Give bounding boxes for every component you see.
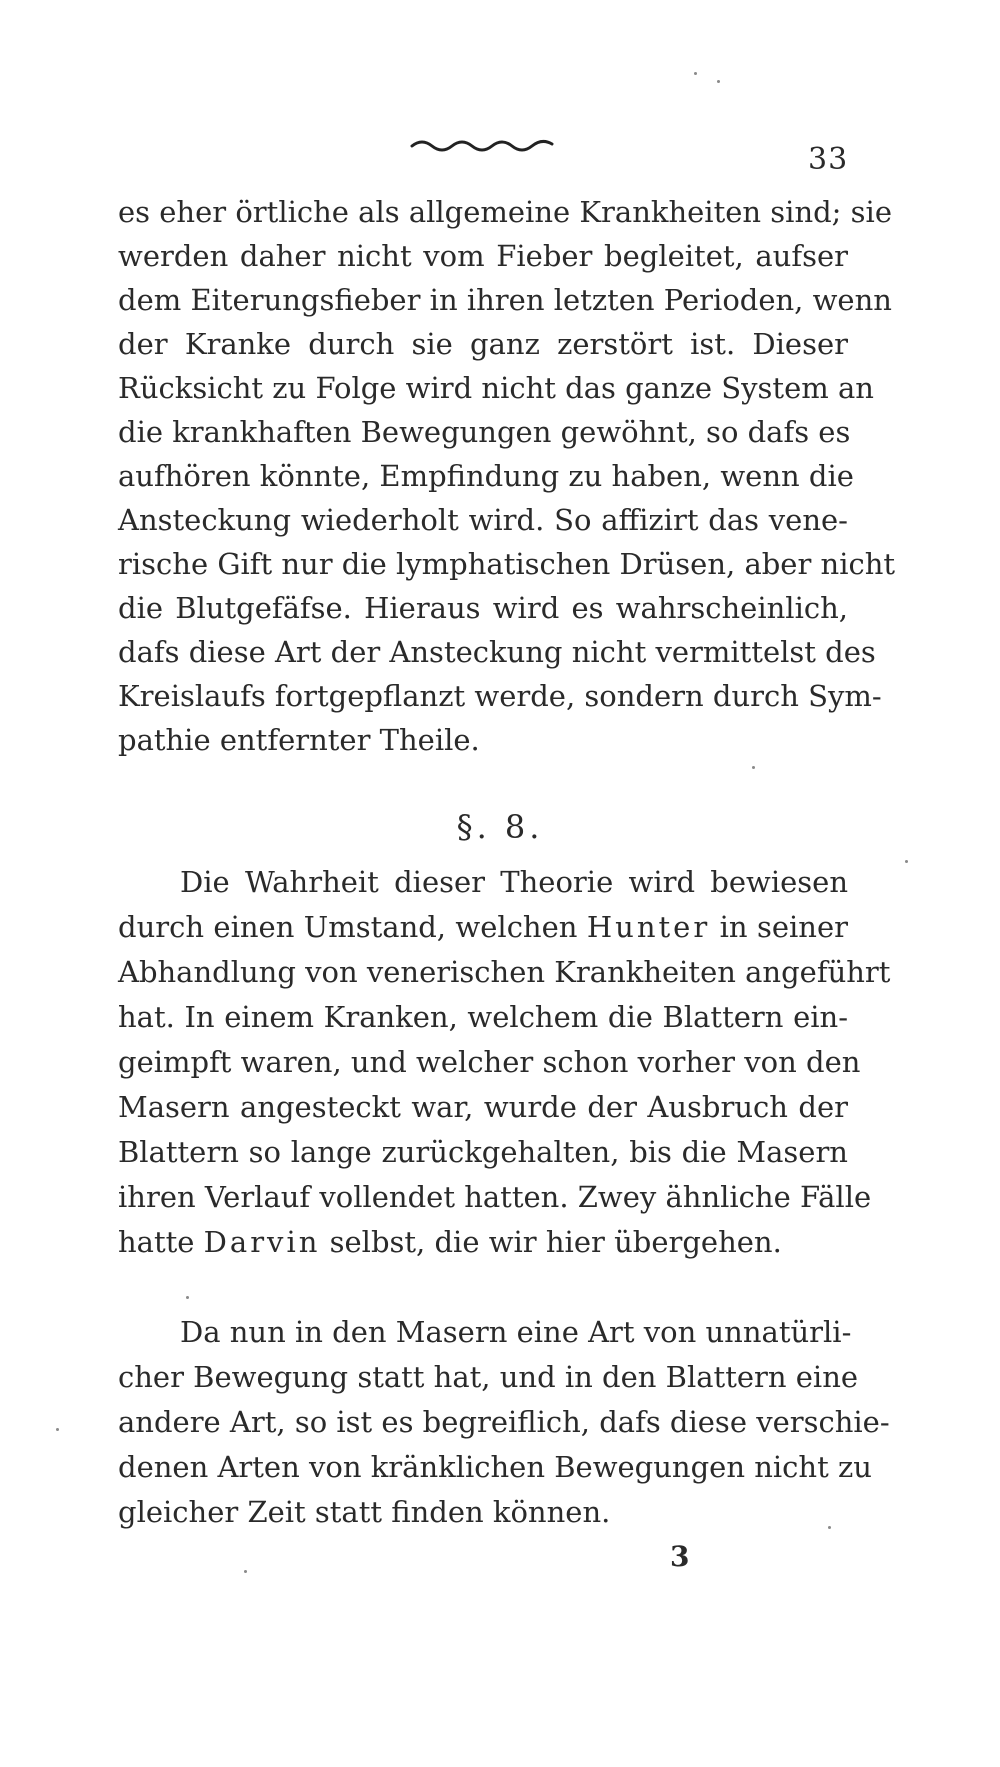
- section-heading: §. 8.: [456, 808, 544, 846]
- text-line: [118, 1085, 848, 1129]
- print-speck: [694, 72, 697, 75]
- text-line: [118, 995, 848, 1039]
- text-line: Ansteckung wiederholt wird. So affizirt das vene-: [118, 503, 848, 537]
- text-segment: selbst, die wir hier übergehen.: [320, 1225, 782, 1259]
- author-name-hunter: Hunter: [586, 910, 711, 944]
- print-speck: [244, 1570, 247, 1573]
- text-line: werden daher nicht vom Fieber begleitet, aufser: [118, 239, 848, 273]
- page-number: 33: [808, 142, 849, 177]
- text-line: Rücksicht zu Folge wird nicht das ganze System an: [118, 371, 874, 405]
- text-line: [118, 1130, 848, 1174]
- signature-mark: 3: [670, 1540, 690, 1573]
- page-header: [0, 120, 1000, 180]
- text-line: [180, 860, 848, 904]
- text-line: denen Arten von kränklichen Bewegungen nicht zu: [118, 1450, 872, 1484]
- text-segment: in seiner: [710, 910, 848, 944]
- text-line: es eher örtliche als allgemeine Krankheiten sind; sie: [118, 195, 892, 229]
- text-line: gleicher Zeit statt finden können.: [118, 1495, 611, 1529]
- text-line: [118, 1040, 861, 1084]
- print-speck: [828, 1526, 831, 1529]
- text-line: [118, 905, 848, 949]
- print-speck: [56, 1428, 59, 1431]
- text-segment: Abhandlung von venerischen Krankheiten angeführt: [118, 955, 891, 989]
- text-line: aufhören könnte, Empfindung zu haben, wenn die: [118, 459, 854, 493]
- text-line: Da nun in den Masern eine Art von unnatürli-: [180, 1315, 852, 1349]
- print-speck: [752, 766, 755, 769]
- header-ornament-icon: [410, 134, 560, 154]
- text-segment: Die Wahrheit dieser Theorie wird bewiesen: [180, 865, 848, 899]
- print-speck: [905, 860, 908, 863]
- text-segment: hat. In einem Kranken, welchem die Blattern ein-: [118, 1000, 848, 1034]
- text-line: dem Eiterungsfieber in ihren letzten Perioden, wenn: [118, 283, 892, 317]
- text-line: Kreislaufs fortgepflanzt werde, sondern durch Sym-: [118, 679, 882, 713]
- print-speck: [717, 80, 720, 83]
- text-line: [118, 950, 891, 994]
- text-segment: hatte: [118, 1225, 204, 1259]
- text-line: die Blutgefäfse. Hieraus wird es wahrscheinlich,: [118, 591, 848, 625]
- text-line: [118, 1175, 872, 1219]
- text-segment: durch einen Umstand, welchen: [118, 910, 587, 944]
- text-line: andere Art, so ist es begreiflich, dafs diese verschie-: [118, 1405, 890, 1439]
- author-name-darvin: Darvin: [203, 1225, 321, 1259]
- text-segment: Masern angesteckt war, wurde der Ausbruch der: [118, 1090, 848, 1124]
- text-segment: Blattern so lange zurückgehalten, bis die Masern: [118, 1135, 848, 1169]
- text-segment: geimpft waren, und welcher schon vorher von den: [118, 1045, 861, 1079]
- text-line: cher Bewegung statt hat, und in den Blattern eine: [118, 1360, 859, 1394]
- text-line: die krankhaften Bewegungen gewöhnt, so dafs es: [118, 415, 851, 449]
- text-line: rische Gift nur die lymphatischen Drüsen, aber nicht: [118, 547, 896, 581]
- text-line: dafs diese Art der Ansteckung nicht vermittelst des: [118, 635, 876, 669]
- text-segment: ihren Verlauf vollendet hatten. Zwey ähnliche Fälle: [118, 1180, 872, 1214]
- text-line: der Kranke durch sie ganz zerstört ist. Dieser: [118, 327, 848, 361]
- text-line: pathie entfernter Theile.: [118, 723, 480, 757]
- text-line: [118, 1220, 848, 1264]
- print-speck: [186, 1296, 189, 1299]
